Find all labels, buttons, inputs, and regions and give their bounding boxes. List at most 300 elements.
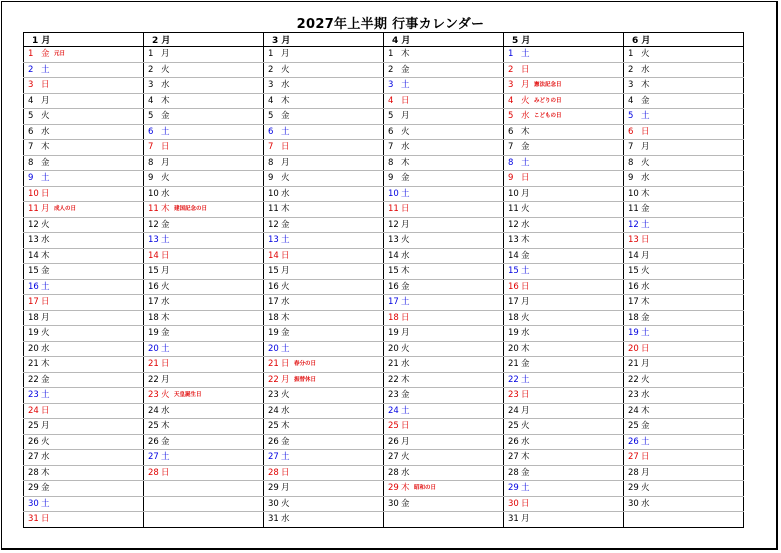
- weekday: 金: [521, 467, 530, 478]
- weekday: 土: [281, 452, 290, 463]
- day-cell: [24, 388, 144, 404]
- weekday: 火: [521, 421, 530, 432]
- day-number: 14: [148, 250, 159, 261]
- day-cell: [384, 140, 504, 156]
- day-cell: [24, 78, 144, 94]
- day-cell: [24, 93, 144, 109]
- day-number: 28: [388, 467, 399, 478]
- day-number: 11: [268, 204, 279, 215]
- weekday: 日: [401, 204, 410, 215]
- day-number: 31: [28, 514, 39, 525]
- table-row: [24, 233, 744, 249]
- day-cell: [264, 403, 384, 419]
- weekday: 日: [41, 80, 50, 91]
- day-number: 11: [508, 204, 519, 215]
- day-cell: [264, 155, 384, 171]
- day-cell: [624, 202, 744, 218]
- day-cell: [384, 481, 504, 497]
- day-cell: [504, 202, 624, 218]
- day-cell: [264, 62, 384, 78]
- day-number: 12: [628, 219, 639, 230]
- day-number: 23: [628, 390, 639, 401]
- day-cell: [624, 310, 744, 326]
- day-number: 2: [508, 64, 514, 75]
- table-row: [24, 512, 744, 528]
- day-cell: [504, 419, 624, 435]
- day-cell: [624, 434, 744, 450]
- day-cell: [624, 186, 744, 202]
- holiday-name: 昭和の日: [414, 485, 437, 492]
- day-number: 8: [508, 157, 514, 168]
- holiday-name: 元日: [54, 51, 66, 58]
- weekday: 木: [41, 142, 50, 153]
- day-cell: [624, 140, 744, 156]
- weekday: 日: [521, 498, 530, 509]
- table-row: [24, 171, 744, 187]
- weekday: 木: [401, 374, 410, 385]
- table-row: [24, 326, 744, 342]
- day-number: 15: [28, 266, 39, 277]
- day-cell: [504, 434, 624, 450]
- weekday: 水: [281, 80, 290, 91]
- day-number: 14: [28, 250, 39, 261]
- day-number: 9: [388, 173, 394, 184]
- month-header-row: [24, 33, 744, 47]
- day-cell: [24, 465, 144, 481]
- day-number: 20: [628, 343, 639, 354]
- day-number: 14: [268, 250, 279, 261]
- weekday: 土: [41, 281, 50, 292]
- table-row: [24, 310, 744, 326]
- day-number: 29: [508, 483, 519, 494]
- weekday: 月: [401, 328, 410, 339]
- weekday: 金: [641, 204, 650, 215]
- day-cell: [384, 450, 504, 466]
- weekday: 日: [161, 142, 170, 153]
- day-cell: [144, 372, 264, 388]
- day-cell: [264, 124, 384, 140]
- weekday: 火: [161, 64, 170, 75]
- day-number: 7: [388, 142, 394, 153]
- day-cell: [504, 388, 624, 404]
- day-number: 30: [388, 498, 399, 509]
- day-cell: [24, 419, 144, 435]
- table-row: [24, 450, 744, 466]
- day-number: 31: [268, 514, 279, 525]
- weekday: 日: [521, 281, 530, 292]
- weekday: 水: [281, 405, 290, 416]
- weekday: 火: [521, 204, 530, 215]
- day-number: 16: [28, 281, 39, 292]
- day-number: 10: [28, 188, 39, 199]
- day-cell: [504, 450, 624, 466]
- day-cell: [264, 357, 384, 373]
- day-number: 3: [508, 80, 514, 91]
- day-number: 22: [28, 374, 39, 385]
- day-cell: [264, 186, 384, 202]
- day-cell: [384, 124, 504, 140]
- day-number: 9: [268, 173, 274, 184]
- weekday: 火: [41, 328, 50, 339]
- weekday: 日: [161, 467, 170, 478]
- weekday: 土: [521, 157, 530, 168]
- day-cell: [384, 47, 504, 63]
- weekday: 月: [641, 359, 650, 370]
- day-cell: [504, 341, 624, 357]
- day-number: 22: [148, 374, 159, 385]
- day-cell: [264, 171, 384, 187]
- weekday: 火: [521, 95, 530, 106]
- day-cell: [264, 450, 384, 466]
- day-number: 6: [388, 126, 394, 137]
- weekday: 金: [521, 142, 530, 153]
- day-cell: [384, 434, 504, 450]
- day-cell: [144, 47, 264, 63]
- weekday: 金: [41, 483, 50, 494]
- day-number: 11: [628, 204, 639, 215]
- day-cell: [624, 62, 744, 78]
- day-cell: [144, 140, 264, 156]
- day-cell: [144, 434, 264, 450]
- holiday-name: みどりの日: [534, 97, 562, 104]
- day-cell: [24, 279, 144, 295]
- day-number: 6: [508, 126, 514, 137]
- weekday: 月: [41, 95, 50, 106]
- weekday: 土: [641, 328, 650, 339]
- day-number: 13: [388, 235, 399, 246]
- weekday: 金: [41, 157, 50, 168]
- day-cell: [624, 124, 744, 140]
- weekday: 火: [641, 157, 650, 168]
- holiday-name: 天皇誕生日: [174, 392, 202, 399]
- day-cell: [384, 419, 504, 435]
- day-number: 23: [268, 390, 279, 401]
- day-number: 19: [508, 328, 519, 339]
- calendar-table: [23, 32, 744, 528]
- day-number: 27: [148, 452, 159, 463]
- day-number: 1: [28, 49, 34, 60]
- day-cell: [144, 186, 264, 202]
- weekday: 金: [401, 390, 410, 401]
- day-cell: [24, 171, 144, 187]
- day-cell: [24, 341, 144, 357]
- day-cell: [264, 217, 384, 233]
- weekday: 木: [641, 297, 650, 308]
- weekday: 土: [521, 374, 530, 385]
- weekday: 木: [521, 452, 530, 463]
- day-cell: [144, 233, 264, 249]
- table-row: [24, 264, 744, 280]
- weekday: 水: [401, 359, 410, 370]
- day-cell: [384, 388, 504, 404]
- day-number: 23: [388, 390, 399, 401]
- empty-cell: [384, 512, 504, 528]
- weekday: 土: [161, 452, 170, 463]
- weekday: 月: [161, 157, 170, 168]
- weekday: 木: [521, 235, 530, 246]
- weekday: 火: [641, 266, 650, 277]
- day-number: 10: [628, 188, 639, 199]
- weekday: 土: [521, 266, 530, 277]
- day-number: 15: [628, 266, 639, 277]
- day-number: 30: [508, 498, 519, 509]
- weekday: 金: [281, 436, 290, 447]
- weekday: 木: [161, 95, 170, 106]
- weekday: 土: [41, 390, 50, 401]
- day-cell: [24, 124, 144, 140]
- weekday: 日: [41, 297, 50, 308]
- day-cell: [144, 465, 264, 481]
- weekday: 木: [281, 421, 290, 432]
- day-cell: [24, 403, 144, 419]
- table-row: [24, 202, 744, 218]
- weekday: 月: [281, 266, 290, 277]
- day-number: 27: [628, 452, 639, 463]
- weekday: 月: [41, 421, 50, 432]
- day-number: 13: [508, 235, 519, 246]
- table-row: [24, 419, 744, 435]
- day-number: 8: [28, 157, 34, 168]
- day-number: 3: [268, 80, 274, 91]
- weekday: 月: [41, 312, 50, 323]
- weekday: 日: [161, 359, 170, 370]
- day-cell: [504, 403, 624, 419]
- weekday: 土: [41, 498, 50, 509]
- day-number: 8: [628, 157, 634, 168]
- day-number: 19: [148, 328, 159, 339]
- day-cell: [504, 279, 624, 295]
- weekday: 金: [521, 359, 530, 370]
- day-cell: [144, 217, 264, 233]
- day-cell: [384, 279, 504, 295]
- day-number: 11: [388, 204, 399, 215]
- table-row: [24, 109, 744, 125]
- day-cell: [264, 109, 384, 125]
- day-cell: [504, 47, 624, 63]
- day-cell: [264, 264, 384, 280]
- month-header: 3 月: [264, 33, 384, 47]
- day-cell: [144, 357, 264, 373]
- day-number: 5: [628, 111, 634, 122]
- table-row: [24, 434, 744, 450]
- day-cell: [144, 326, 264, 342]
- day-number: 3: [148, 80, 154, 91]
- day-cell: [144, 310, 264, 326]
- day-cell: [504, 465, 624, 481]
- day-number: 18: [628, 312, 639, 323]
- day-number: 5: [28, 111, 34, 122]
- day-number: 4: [148, 95, 154, 106]
- day-number: 8: [388, 157, 394, 168]
- day-number: 26: [268, 436, 279, 447]
- day-cell: [624, 264, 744, 280]
- day-number: 4: [268, 95, 274, 106]
- day-number: 5: [268, 111, 274, 122]
- weekday: 水: [161, 80, 170, 91]
- weekday: 日: [41, 405, 50, 416]
- weekday: 火: [281, 173, 290, 184]
- weekday: 木: [281, 95, 290, 106]
- day-number: 4: [388, 95, 394, 106]
- day-cell: [624, 248, 744, 264]
- day-cell: [624, 372, 744, 388]
- table-row: [24, 388, 744, 404]
- weekday: 日: [641, 235, 650, 246]
- day-number: 10: [388, 188, 399, 199]
- weekday: 月: [641, 142, 650, 153]
- day-number: 30: [268, 498, 279, 509]
- weekday: 火: [401, 126, 410, 137]
- day-cell: [24, 62, 144, 78]
- weekday: 火: [161, 390, 170, 401]
- day-number: 2: [268, 64, 274, 75]
- day-number: 12: [148, 219, 159, 230]
- empty-cell: [624, 512, 744, 528]
- day-number: 11: [148, 204, 159, 215]
- day-number: 29: [28, 483, 39, 494]
- day-cell: [384, 310, 504, 326]
- weekday: 月: [521, 297, 530, 308]
- weekday: 月: [401, 219, 410, 230]
- day-cell: [504, 496, 624, 512]
- weekday: 水: [281, 188, 290, 199]
- weekday: 月: [41, 204, 50, 215]
- weekday: 水: [401, 142, 410, 153]
- day-number: 27: [508, 452, 519, 463]
- day-number: 1: [388, 49, 394, 60]
- day-cell: [504, 78, 624, 94]
- day-number: 11: [28, 204, 39, 215]
- day-number: 21: [268, 359, 279, 370]
- weekday: 水: [41, 452, 50, 463]
- day-cell: [624, 419, 744, 435]
- day-number: 25: [508, 421, 519, 432]
- day-number: 22: [268, 374, 279, 385]
- weekday: 水: [641, 64, 650, 75]
- day-cell: [264, 388, 384, 404]
- day-cell: [384, 357, 504, 373]
- day-cell: [504, 512, 624, 528]
- weekday: 金: [281, 219, 290, 230]
- day-number: 25: [268, 421, 279, 432]
- day-number: 15: [148, 266, 159, 277]
- day-number: 23: [508, 390, 519, 401]
- day-cell: [24, 155, 144, 171]
- day-number: 20: [148, 343, 159, 354]
- day-number: 16: [388, 281, 399, 292]
- weekday: 日: [641, 343, 650, 354]
- weekday: 日: [41, 188, 50, 199]
- empty-cell: [144, 512, 264, 528]
- day-cell: [504, 140, 624, 156]
- weekday: 水: [41, 343, 50, 354]
- weekday: 水: [521, 111, 530, 122]
- weekday: 金: [401, 173, 410, 184]
- day-cell: [384, 62, 504, 78]
- day-cell: [384, 372, 504, 388]
- weekday: 水: [401, 250, 410, 261]
- weekday: 金: [401, 498, 410, 509]
- day-cell: [624, 217, 744, 233]
- day-cell: [624, 78, 744, 94]
- day-cell: [144, 78, 264, 94]
- day-number: 17: [388, 297, 399, 308]
- day-cell: [624, 295, 744, 311]
- day-cell: [504, 310, 624, 326]
- weekday: 木: [641, 188, 650, 199]
- weekday: 日: [641, 126, 650, 137]
- day-cell: [144, 109, 264, 125]
- day-number: 5: [508, 111, 514, 122]
- calendar-body: [24, 47, 744, 528]
- day-cell: [264, 248, 384, 264]
- day-number: 16: [508, 281, 519, 292]
- day-number: 9: [28, 173, 34, 184]
- weekday: 日: [281, 142, 290, 153]
- weekday: 火: [41, 111, 50, 122]
- weekday: 火: [401, 235, 410, 246]
- weekday: 木: [401, 483, 410, 494]
- weekday: 金: [281, 328, 290, 339]
- month-header: 1 月: [24, 33, 144, 47]
- weekday: 水: [521, 219, 530, 230]
- day-number: 9: [148, 173, 154, 184]
- day-cell: [144, 279, 264, 295]
- table-row: [24, 124, 744, 140]
- month-header: 6 月: [624, 33, 744, 47]
- day-number: 5: [148, 111, 154, 122]
- day-number: 26: [628, 436, 639, 447]
- day-number: 17: [148, 297, 159, 308]
- day-cell: [624, 450, 744, 466]
- day-number: 20: [268, 343, 279, 354]
- weekday: 水: [41, 235, 50, 246]
- day-cell: [384, 171, 504, 187]
- table-row: [24, 357, 744, 373]
- day-number: 3: [628, 80, 634, 91]
- day-cell: [264, 295, 384, 311]
- day-number: 21: [148, 359, 159, 370]
- day-cell: [384, 78, 504, 94]
- day-number: 13: [148, 235, 159, 246]
- day-cell: [264, 419, 384, 435]
- day-cell: [144, 248, 264, 264]
- weekday: 土: [641, 219, 650, 230]
- table-row: [24, 295, 744, 311]
- weekday: 土: [161, 235, 170, 246]
- day-number: 12: [28, 219, 39, 230]
- day-number: 18: [28, 312, 39, 323]
- day-cell: [624, 481, 744, 497]
- day-cell: [24, 109, 144, 125]
- day-number: 24: [28, 405, 39, 416]
- weekday: 火: [521, 312, 530, 323]
- day-number: 30: [628, 498, 639, 509]
- weekday: 土: [281, 343, 290, 354]
- table-row: [24, 78, 744, 94]
- weekday: 土: [41, 64, 50, 75]
- weekday: 火: [161, 281, 170, 292]
- weekday: 金: [161, 436, 170, 447]
- day-cell: [504, 217, 624, 233]
- day-number: 6: [268, 126, 274, 137]
- weekday: 月: [281, 483, 290, 494]
- day-number: 3: [28, 80, 34, 91]
- day-number: 3: [388, 80, 394, 91]
- day-number: 4: [28, 95, 34, 106]
- day-cell: [264, 512, 384, 528]
- day-cell: [624, 357, 744, 373]
